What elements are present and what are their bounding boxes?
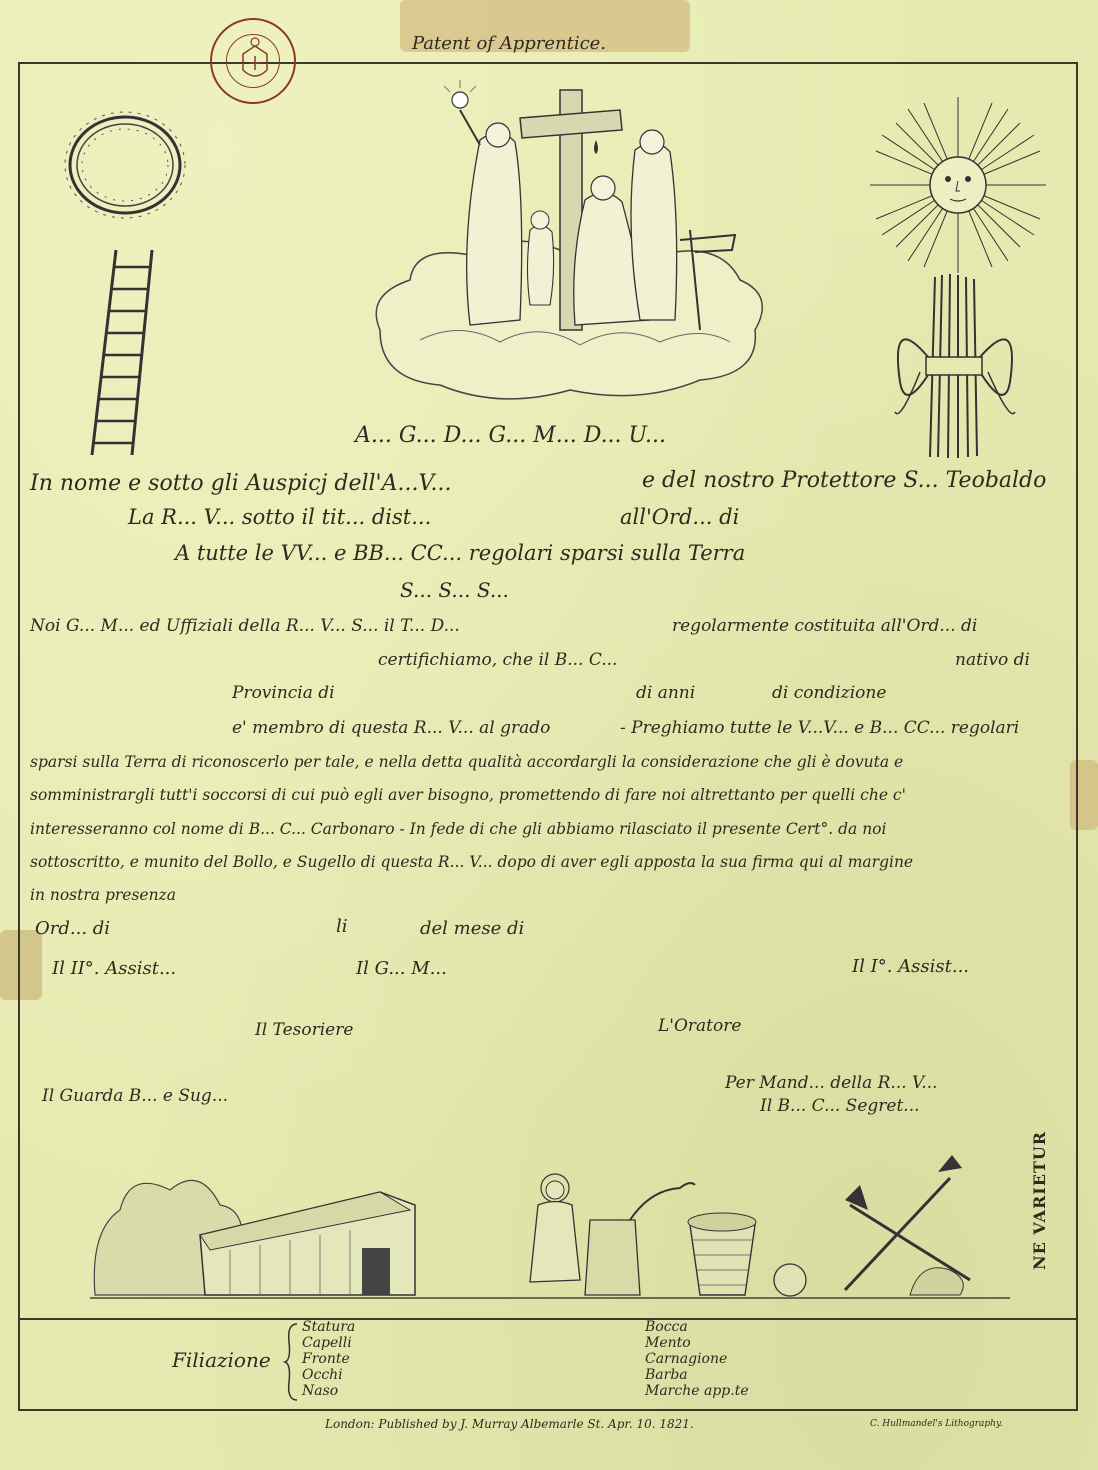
filiazione-item: Marche app.te xyxy=(645,1383,749,1399)
condition-label: di condizione xyxy=(772,683,887,703)
ne-varietur-stamp: NE VARIETUR xyxy=(1030,1130,1049,1270)
date-li-label: li xyxy=(336,916,348,937)
crown-of-thorns-icon xyxy=(55,105,195,225)
signature-second-assistant: Il II°. Assist... xyxy=(52,958,177,979)
filiazione-item: Carnagione xyxy=(645,1351,728,1367)
sun-with-face-icon xyxy=(868,95,1048,275)
filiazione-left-list xyxy=(302,1320,442,1400)
filiazione-item: Capelli xyxy=(302,1335,352,1351)
lodge-line-left: La R... V... sotto il tit... dist... xyxy=(128,505,432,529)
filiazione-divider xyxy=(18,1318,1076,1320)
address-line: A tutte le VV... e BB... CC... regolari sparsi sulla Terra xyxy=(175,541,746,565)
date-ord-label: Ord... di xyxy=(35,918,111,939)
filiazione-item: Bocca xyxy=(645,1319,688,1335)
body-line-5: in nostra presenza xyxy=(30,886,176,904)
officers-line-right: regolarmente costituita all'Ord... di xyxy=(672,616,978,636)
grade-line-right: - Preghiamo tutte le V...V... e B... CC... regolari xyxy=(620,718,1020,738)
filiazione-item: Fronte xyxy=(302,1351,350,1367)
filiazione-item: Naso xyxy=(302,1383,339,1399)
signature-first-assistant: Il I°. Assist... xyxy=(852,956,970,977)
date-month-label: del mese di xyxy=(420,918,525,939)
signature-secretary: Il B... C... Segret... xyxy=(760,1096,920,1116)
officers-line-left: Noi G... M... ed Uffiziali della R... V... S... il T... D... xyxy=(30,616,460,636)
greeting-line: S... S... S... xyxy=(400,578,509,602)
body-line-2: somministrargli tutt'i soccorsi di cui può egli aver bisogno, promettendo di fare noi altrettanto per quelli che c' xyxy=(30,786,906,804)
allegorical-scene-illustration xyxy=(360,80,780,410)
body-line-1: sparsi sulla Terra di riconoscerlo per tale, e nella detta qualità accordargli la considerazione che gli è dovuta e xyxy=(30,753,904,771)
signature-mandate: Per Mand... della R... V... xyxy=(725,1073,938,1093)
filiazione-item: Statura xyxy=(302,1319,356,1335)
invocation-line-left: In nome e sotto gli Auspicj dell'A...V... xyxy=(30,471,452,496)
bottom-vignette-illustration xyxy=(90,1110,1010,1310)
archive-stamp-seal xyxy=(210,18,296,104)
signature-orator: L'Oratore xyxy=(658,1016,742,1036)
filiazione-item: Mento xyxy=(645,1335,691,1351)
grade-line-left: e' membro di questa R... V... al grado xyxy=(232,718,551,738)
seal-crest-icon xyxy=(212,20,298,106)
invocation-line-right: e del nostro Protettore S... Teobaldo xyxy=(642,468,1047,493)
signature-treasurer: Il Tesoriere xyxy=(255,1020,354,1040)
motto-line: A... G... D... G... M... D... U... xyxy=(355,423,667,448)
ladder-icon xyxy=(82,245,162,460)
lithographer-imprint: C. Hullmandel's Lithography. xyxy=(870,1419,1003,1429)
body-line-3: interesseranno col nome di B... C... Carbonaro - In fede di che gli abbiamo rilasciato il presente Cert°. da noi xyxy=(30,820,887,838)
body-line-4: sottoscritto, e munito del Bollo, e Sugello di questa R... V... dopo di aver egli apposta la sua firma qui al margine xyxy=(30,853,914,871)
certify-line-left: certifichiamo, che il B... C... xyxy=(378,650,618,670)
bundle-of-rods-icon xyxy=(880,272,1030,462)
signature-grand-master: Il G... M... xyxy=(356,958,447,979)
province-label: Provincia di xyxy=(232,683,335,703)
header-title: Patent of Apprentice. xyxy=(412,33,607,54)
filiazione-item: Occhi xyxy=(302,1367,343,1383)
publisher-imprint: London: Published by J. Murray Albemarle St. Apr. 10. 1821. xyxy=(325,1417,694,1431)
age-label: di anni xyxy=(636,683,696,703)
filiazione-brace-icon xyxy=(285,1322,299,1402)
filiazione-item: Barba xyxy=(645,1367,688,1383)
filiazione-label: Filiazione xyxy=(172,1348,271,1372)
lodge-line-right: all'Ord... di xyxy=(620,505,740,529)
signature-seal-keeper: Il Guarda B... e Sug... xyxy=(42,1086,229,1106)
filiazione-right-list xyxy=(645,1320,845,1400)
certify-line-right: nativo di xyxy=(955,650,1030,670)
